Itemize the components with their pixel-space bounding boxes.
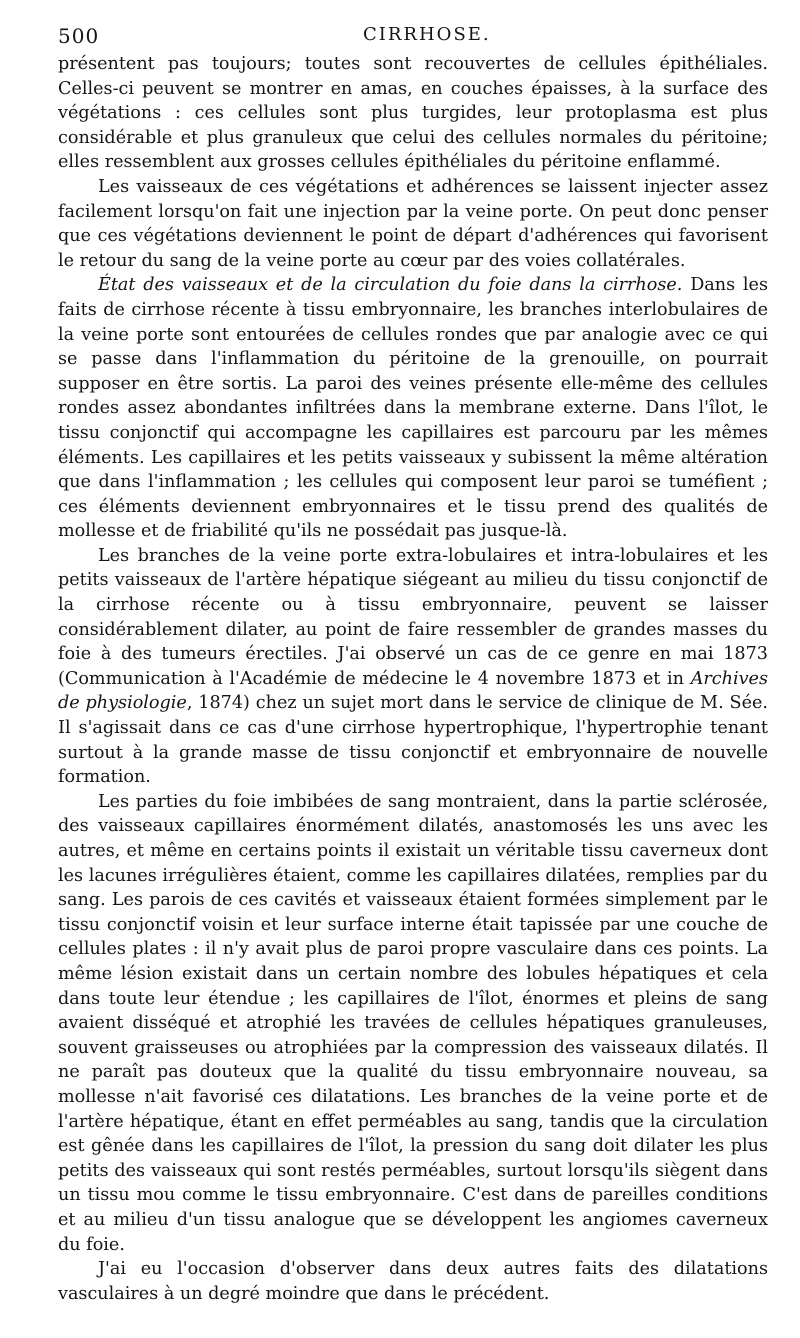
page-header [58,18,768,52]
running-title: CIRRHOSE. [363,24,491,45]
journal-title: Archives de physiologie [58,668,768,714]
paragraph-text: Dans les faits de cirrhose récente à tissu embryonnaire, les branches interlobulaires de la veine porte sont entourées de cellules rondes que par analogie avec ce qui se passe dans l'inflammation du péritoine de la grenouille, on pourrait supposer en être sortis. La paroi des veines présente elle-même des cellules rondes assez abondantes infiltrées dans la membrane externe. Dans l'îlot, le tissu conjonctif qui accompagne les capillaires est parcouru par les mêmes éléments. Les capillaires et les petits vaisseaux y subissent la même altération que dans l'inflammation ; les cellules qui composent leur paroi se tuméfient ; ces éléments deviennent embryonnaires et le tissu prend des qualités de mollesse et de friabilité qu'ils ne possédait pas jusque-là. [58,275,768,542]
paragraph-vegetation-vessels [58,175,768,273]
book-page [58,18,768,1306]
paragraph-other-cases [58,1257,768,1306]
paragraph-text: Les branches de la veine porte extra-lobulaires et intra-lobulaires et les petits vaisseaux de l'artère hépatique siégeant au milieu du tissu conjonctif de la cirrhose récente ou à tissu embryonnaire, peuvent se laisser considérablement dilater, au point de faire ressembler de grandes masses du foie à des tumeurs érectiles. J'ai observé un cas de ce genre en mai 1873 (Communication à l'Académie de médecine le 4 novembre 1873 et in [58,545,768,689]
paragraph-text: Les parties du foie imbibées de sang montraient, dans la partie sclérosée, des vaisseaux capillaires énormément dilatés, anastomosés les uns avec les autres, et même en certains points il existait un véritable tissu caverneux dont les lacunes irrégulières étaient, comme les capillaires dilatées, remplies par du sang. Les parois de ces cavités et vaisseaux étaient formées simplement par le tissu conjonctif voisin et leur surface interne était tapissée par une couche de cellules plates : il n'y avait plus de paroi propre vasculaire dans ces points. La même lésion existait dans un certain nombre des lobules hépatiques et cela dans toute leur étendue ; les capillaires de l'îlot, énormes et pleins de sang avaient disséqué et atrophié les travées de cellules hépatiques granuleuses, souvent graisseuses ou atrophiées par la compression des vaisseaux dilatés. Il ne paraît pas douteux que la qualité du tissu embryonnaire nouveau, sa mollesse n'ait favorisé ces dilatations. Les branches de la veine porte et de l'artère hépatique, étant en effet perméables au sang, tandis que la circulation est gênée dans les capillaires de l'îlot, la pression du sang doit dilater les plus petits des vaisseaux qui sont restés perméables, surtout lorsqu'ils siègent dans un tissu mou comme le tissu embryonnaire. C'est dans de pareilles conditions et au milieu d'un tissu analogue que se développent les angiomes caverneux du foie. [58,791,768,1255]
paragraph-text: , 1874) chez un sujet mort dans le service de clinique de M. Sée. Il s'agissait dans ce cas d'une cirrhose hypertrophique, l'hypertrophie tenant surtout à la grande masse de tissu conjonctif et embryonnaire de nouvelle formation. [58,693,768,788]
paragraph-text: J'ai eu l'occasion d'observer dans deux autres faits des dilatations vasculaires à un degré moindre que dans le précédent. [58,1259,768,1304]
section-heading: État des vaisseaux et de la circulation du foie dans la cirrhose. [98,275,683,296]
page-number: 500 [58,24,100,48]
paragraph-vessels-circulation [58,273,768,544]
paragraph-text: présentent pas toujours; toutes sont recouvertes de cellules épithéliales. Celles-ci peuvent se montrer en amas, en couches épaisses, à la surface des végétations : ces cellules sont plus turgides, leur protoplasma est plus considérable et plus granuleux que celui des cellules normales du péritoine; elles ressemblent aux grosses cellules épithéliales du péritoine enflammé. [58,54,768,173]
paragraph-portal-branches [58,544,768,790]
paragraph-text: Les vaisseaux de ces végétations et adhérences se laissent injecter assez facilement lorsqu'on fait une injection par la veine porte. On peut donc penser que ces végétations deviennent le point de départ d'adhérences qui favorisent le retour du sang de la veine porte au cœur par des voies collatérales. [58,176,768,271]
body-text [58,52,768,1306]
paragraph-dilated-capillaries [58,790,768,1257]
paragraph-continued [58,52,768,175]
